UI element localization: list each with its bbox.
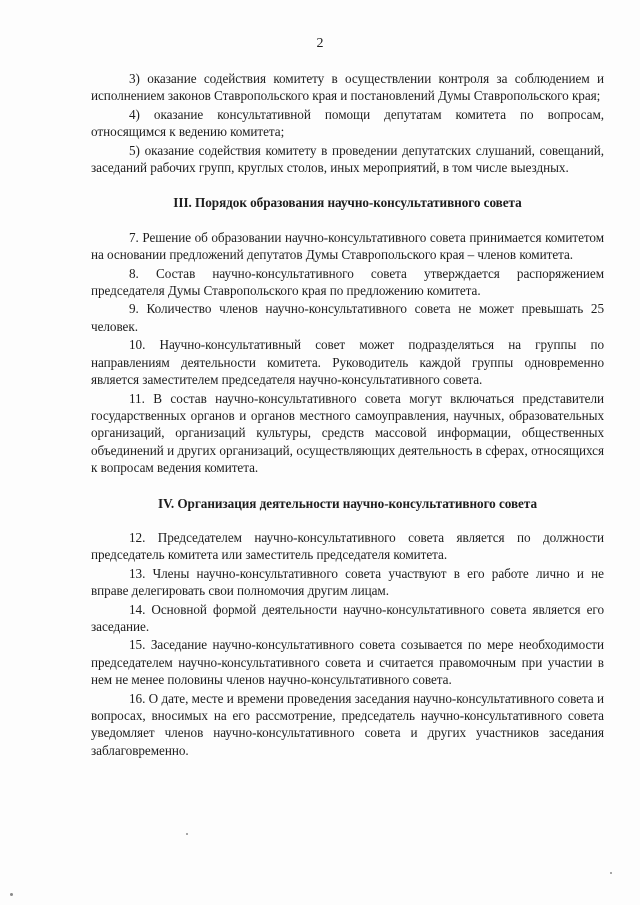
paragraph-11: 11. В состав научно-консультативного совета могут включаться представители государственных органов и органов местного самоуправления, научных, образовательных организаций, организаций культуры, средств массовой информации, общественных объединений и других организаций, осуществляющих деятельность в сферах, относящихся к вопросам ведения комитета. [91, 390, 604, 476]
page-number: 2 [316, 36, 324, 51]
paragraph-10: 10. Научно-консультативный совет может подразделяться на группы по направлениям деятельности комитета. Руководитель каждой группы одновременно является заместителем председателя научно-консультативного совета. [91, 337, 604, 388]
paragraph-12: 12. Председателем научно-консультативного совета является по должности председатель комитета или заместитель председателя комитета. [91, 529, 604, 563]
section-heading-3: III. Порядок образования научно-консультативного совета [173, 195, 522, 211]
scan-speck [610, 872, 612, 874]
scan-speck [10, 893, 13, 896]
document-body [91, 70, 604, 760]
paragraph-item-3: 3) оказание содействия комитету в осуществлении контроля за соблюдением и исполнением законов Ставропольского края и постановлений Думы Ставропольского края; [91, 71, 604, 104]
paragraph-item-5: 5) оказание содействия комитету в проведении депутатских слушаний, совещаний, заседаний рабочих групп, круглых столов, иных мероприятий, в том числе выездных. [91, 142, 604, 176]
paragraph-13: 13. Члены научно-консультативного совета участвуют в его работе лично и не вправе делегировать свои полномочия другим лицам. [91, 565, 604, 599]
section-heading-4: IV. Организация деятельности научно-консультативного совета [158, 495, 537, 511]
paragraph-8: 8. Состав научно-консультативного совета утверждается распоряжением председателя Думы Ставропольского края по предложению комитета. [91, 265, 604, 299]
paragraph-7: 7. Решение об образовании научно-консультативного совета принимается комитетом на основании предложений депутатов Думы Ставропольского края – членов комитета. [91, 229, 604, 263]
paragraph-16: 16. О дате, месте и времени проведения заседания научно-консультативного совета и вопросах, вносимых на его рассмотрение, председатель научно-консультативного совета уведомляет членов научно-консультативного совета и других участников заседания заблаговременно. [91, 690, 604, 758]
paragraph-14: 14. Основной формой деятельности научно-консультативного совета является его заседание. [91, 601, 604, 634]
paragraph-15: 15. Заседание научно-консультативного совета созывается по мере необходимости председателем научно-консультативного совета и считается правомочным при участии в нем не менее половины членов научно-консультативного совета. [91, 637, 604, 688]
paragraph-item-4: 4) оказание консультативной помощи депутатам комитета по вопросам, относящимся к ведению комитета; [91, 106, 604, 140]
scan-speck [186, 833, 188, 835]
paragraph-9: 9. Количество членов научно-консультативного совета не может превышать 25 человек. [91, 301, 604, 334]
